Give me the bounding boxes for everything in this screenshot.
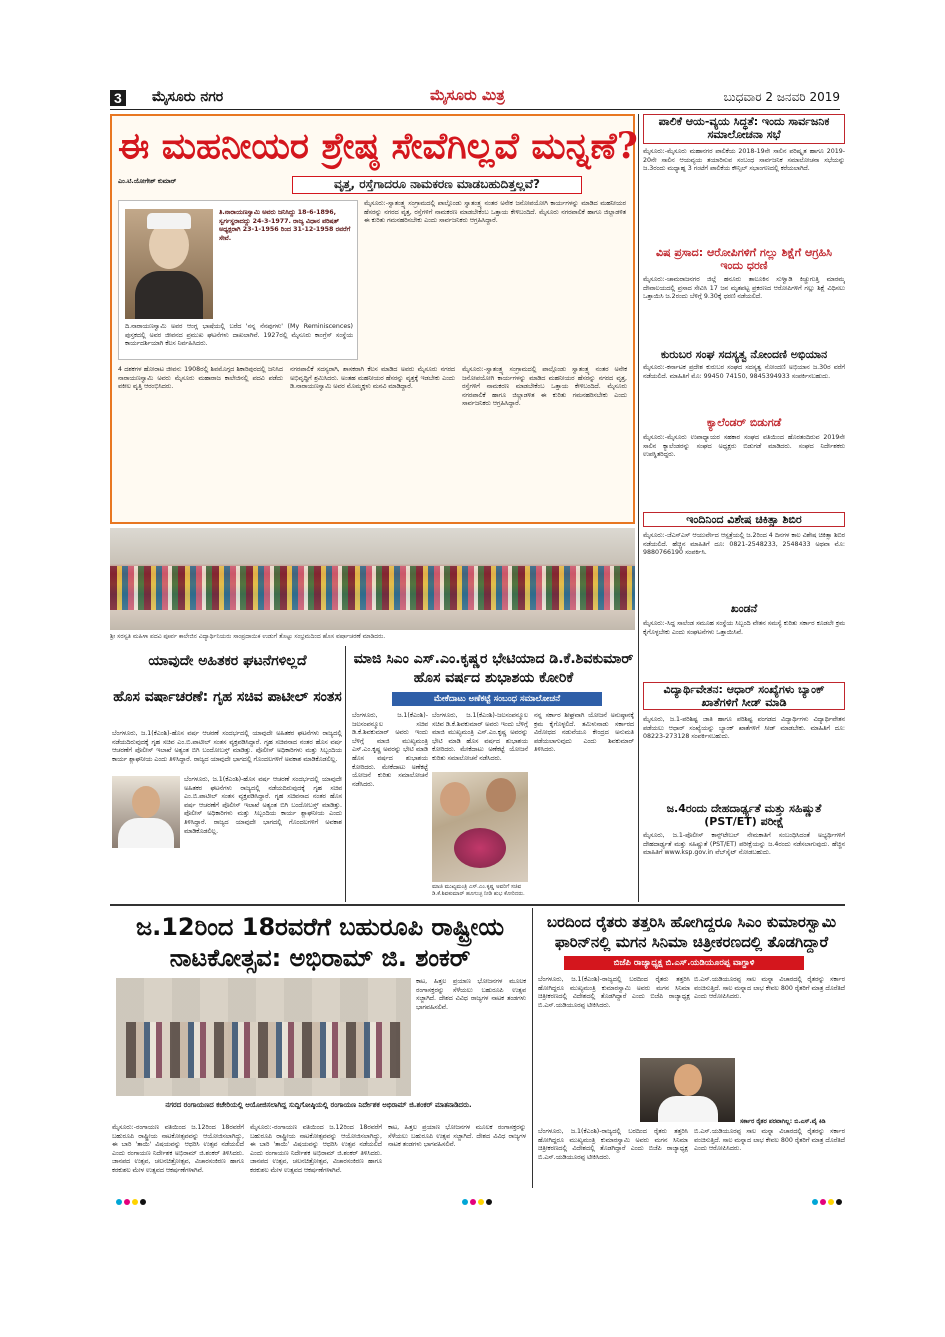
lead-body-1-cont: ಮೈಸೂರು:-ಸ್ವಾತಂತ್ರ್ಯ ಸಂಗ್ರಾಮದಲ್ಲಿ ಪಾಲ್ಗೊಂಡು ಸ್ವಾತಂತ್ರ್ಯ ನಂತರ ಅನೇಕ ಜನೋಪಯೋಗಿ ಕಾರ್ಯಗಳನ್ನು ಮಾಡಿದ ಮಹನೀಯರ ಹೆಸರನ್ನು ನಗರದ ವೃತ್ತ, ರಸ್ತೆಗಳಿಗೆ ನಾಮಕರಣ ಮಾಡಬೇಕೆಂಬ ಒತ್ತಾಯ ಕೇಳಿಬಂದಿದೆ. ಮೈಸೂರು ನಗರಪಾಲಿಕೆ ಹಾಗೂ ಜಿಲ್ಲಾಡಳಿತ ಈ ಕುರಿತು ಗಮನಹರಿಸಬೇಕು ಎಂದು ಸಾರ್ವಜನಿಕರು ಆಗ್ರಹಿಸಿದ್ದಾರೆ.: [462, 366, 627, 408]
yellow-dot: [828, 1199, 834, 1205]
brief-7-body: ಮೈಸೂರು, ಜ.1-ಪರಿಶಿಷ್ಟ ಜಾತಿ ಹಾಗೂ ಪರಿಶಿಷ್ಟ ಪಂಗಡದ ವಿದ್ಯಾರ್ಥಿಗಳು ವಿದ್ಯಾರ್ಥಿವೇತನ ಪಡೆಯಲು ಆಧಾರ್ ಸಂಖ್ಯೆಯನ್ನು ಬ್ಯಾಂಕ್ ಖಾತೆಗಳಿಗೆ ಸೀಡ್ ಮಾಡಬೇಕು. ಮಾಹಿತಿಗೆ ದೂ: 08223-273128 ಸಂಪರ್ಕಿಸಬಹುದು.: [643, 716, 845, 741]
group-photo-caption: ಶ್ರೀ ಸರಸ್ವತಿ ಮಹಿಳಾ ಪದವಿ ಪೂರ್ವ ಕಾಲೇಜಿನ ವಿದ್ಯಾರ್ಥಿನಿಯರು ಸಾಂಪ್ರದಾಯಿಕ ಉಡುಗೆ ತೊಟ್ಟು ಸಂಭ್ರಮದಿಂದ ಹೊಸ ವರ್ಷಾಚರಣೆ ಮಾಡಿದರು.: [110, 633, 386, 640]
page-header: [110, 88, 840, 110]
portrait-details: ತಿ.ನಾರಾಯಣಸ್ವಾಮಿ ಅವರು ಜನಿಸಿದ್ದು 18-6-1896, ಸ್ವರ್ಗಸ್ಥರಾದದ್ದು 24-3-1977. ರಾಜ್ಯ ವಿಧಾನ ಪರಿಷತ್ ಅಧ್ಯಕ್ಷರಾಗಿ 23-1-1956 ರಿಂದ 31-12-1958 ರವರೆಗೆ ಸೇವೆ.: [219, 209, 351, 242]
bsy-photo-caption: ಸರ್ಕಾರ ರೈತರ ಪರವಾಗಿಲ್ಲ: ಬಿ.ಎಸ್.ವೈ ಕಿಡಿ: [740, 1118, 826, 1125]
registration-dots: [812, 1190, 844, 1196]
press-meet-photo: [116, 978, 411, 1096]
portrait-box: [118, 200, 358, 360]
lead-subheadline: ವೃತ್ತ, ರಸ್ತೆಗಾದರೂ ನಾಮಕರಣ ಮಾಡಬಹುದಿತ್ತಲ್ಲವೆ?: [292, 176, 582, 194]
magenta-dot: [124, 1199, 130, 1205]
brief-6-body: ಮೈಸೂರು:-ಸಿದ್ದ ಸಾಲೆಂಡ ಸಮೂಹ ಸಂಸ್ಥೆಯ ಸಿಬ್ಬಂದಿ ವೇತನ ಸಮಸ್ಯೆ ಕುರಿತು ಸರ್ಕಾರ ಕೂಡಲೇ ಕ್ರಮ ಕೈಗೊಳ್ಳಬೇಕು ಎಂದು ಸಂಘಟನೆಗಳು ಒತ್ತಾಯಿಸಿವೆ.: [643, 620, 845, 636]
brief-1-headline: ಪಾಲಿಕೆ ಆಯ-ವ್ಯಯ ಸಿದ್ಧತೆ: ಇಂದು ಸಾರ್ವಜನಿಕ ಸಮಾಲೋಚನಾ ಸಭೆ: [643, 114, 845, 144]
dks-body-2: ನನ್ನ ಸರ್ಕಾರ ಶೀಘ್ರವಾಗಿ ಯೋಜನೆ ಅನುಷ್ಠಾನಕ್ಕೆ ಕ್ರಮ ಕೈಗೊಳ್ಳಲಿದೆ. ತಮಿಳುನಾಡು ಸರ್ಕಾರದ ವಿರೋಧದ ನಡುವೆಯೂ ಕೇಂದ್ರದ ಅನುಮತಿ ಪಡೆಯಲಾಗುವುದು ಎಂದು ಶಿವಕುಮಾರ್ ತಿಳಿಸಿದರು.: [534, 712, 634, 754]
black-dot: [140, 1199, 146, 1205]
dks-subheadline: ಮೇಕೆದಾಟು ಅಣೆಕಟ್ಟೆ ಸಂಬಂಧ ಸಮಾಲೋಚನೆ: [392, 692, 602, 706]
home-minister-body: ಬೆಂಗಳೂರು, ಜ.1(ಕೆಎಂಶಿ)-ಹೊಸ ವರ್ಷ ಆಚರಣೆ ಸಂದರ್ಭದಲ್ಲಿ ಯಾವುದೇ ಅಹಿತಕರ ಘಟನೆಗಳು ರಾಜ್ಯದಲ್ಲಿ ನಡೆಯದಿರುವುದಕ್ಕೆ ಗೃಹ ಸಚಿವ ಎಂ.ಬಿ.ಪಾಟೀಲ್ ಸಂತಸ ವ್ಯಕ್ತಪಡಿಸಿದ್ದಾರೆ. ಗೃಹ ಸಚಿವನಾದ ನಂತರ ಹೊಸ ವರ್ಷ ಆಚರಣೆಗೆ ಪೊಲೀಸ್ ಇಲಾಖೆ ಅತ್ಯಂತ ಬಿಗಿ ಬಂದೋಬಸ್ತ್ ಮಾಡಿತ್ತು. ಪೊಲೀಸ್ ಅಧಿಕಾರಿಗಳು ಮತ್ತು ಸಿಬ್ಬಂದಿಯ ಕಾರ್ಯ ಶ್ಲಾಘನೀಯ ಎಂದು ತಿಳಿಸಿದ್ದಾರೆ. ರಾಜ್ಯದ ಯಾವುದೇ ಭಾಗದಲ್ಲಿ ಗೊಂದಲಗಳಿಗೆ ಅವಕಾಶ ಮಾಡಿಕೊಡಲಿಲ್ಲ.: [112, 730, 342, 763]
column-rule: [532, 908, 533, 1188]
magenta-dot: [820, 1199, 826, 1205]
brief-7-headline: ವಿದ್ಯಾರ್ಥಿವೇತನ: ಆಧಾರ್ ಸಂಖ್ಯೆಗಳು ಬ್ಯಾಂಕ್ ಖಾತೆಗಳಿಗೆ ಸೀಡ್ ಮಾಡಿ: [643, 682, 845, 710]
home-minister-kicker: ಯಾವುದೇ ಅಹಿತಕರ ಘಟನೆಗಳಿಲ್ಲದೆ: [148, 653, 307, 669]
bsy-body-4: ಬಿ.ಎಸ್.ಯಡಿಯೂರಪ್ಪ ಸಾಲ ಮನ್ನಾ ವಿಚಾರದಲ್ಲಿ ರೈತರನ್ನು ಸರ್ಕಾರ ವಂಚಿಸುತ್ತಿದೆ. ಸಾಲ ಮನ್ನಾದ ಲಾಭ ಕೇವಲ 800 ರೈತರಿಗೆ ಮಾತ್ರ ದೊರೆತಿದೆ ಎಂದು ಆರೋಪಿಸಿದರು.: [694, 1128, 845, 1153]
section-divider: [110, 904, 845, 906]
dks-body-1-cont: ಬೆಂಗಳೂರು, ಜ.1(ಕೆಎಂಶಿ)-ಜಲಸಂಪನ್ಮೂಲ ಸಚಿವ ಡಿ.ಕೆ.ಶಿವಕುಮಾರ್ ಅವರು ಇಂದು ಬೆಳಿಗ್ಗೆ ಮಾಜಿ ಮುಖ್ಯಮಂತ್ರಿ ಎಸ್.ಎಂ.ಕೃಷ್ಣ ಅವರನ್ನು ಭೇಟಿ ಮಾಡಿ ಹೊಸ ವರ್ಷದ ಶುಭಾಶಯ ಕೋರಿದರು. ಮೇಕೆದಾಟು ಅಣೆಕಟ್ಟೆ ಯೋಜನೆ ಕುರಿತು ಸಮಾಲೋಚನೆ ನಡೆಸಿದರು.: [432, 712, 528, 762]
brief-2-headline: ವಿಷ ಪ್ರಸಾದ: ಆರೋಪಿಗಳಿಗೆ ಗಲ್ಲು ಶಿಕ್ಷೆಗೆ ಆಗ್ರಹಿಸಿ ಇಂದು ಧರಣಿ: [655, 246, 833, 272]
black-dot: [836, 1199, 842, 1205]
bahuroopi-body-2: ಮೈಸೂರು:-ರಂಗಾಯಣ ವತಿಯಿಂದ ಜ.12ರಿಂದ 18ರವರೆಗೆ ಬಹುರೂಪಿ ರಾಷ್ಟ್ರೀಯ ನಾಟಕೋತ್ಸವವನ್ನು ಆಯೋಜಿಸಲಾಗಿದ್ದು, ಈ ಬಾರಿ 'ತಾಯಿ' ವಿಷಯವನ್ನು ಆಧರಿಸಿ ಉತ್ಸವ ನಡೆಯಲಿದೆ ಎಂದು ರಂಗಾಯಣ ನಿರ್ದೇಶಕ ಅಭಿರಾಮ್ ಜಿ.ಶಂಕರ್ ತಿಳಿಸಿದರು. ಜಾನಪದ ಉತ್ಸವ, ಚಲನಚಿತ್ರೋತ್ಸವ, ವಿಚಾರಸಂಕಿರಣ ಹಾಗೂ ಕರಕುಶಲ ಮೇಳ ಉತ್ಸವದ ಆಕರ್ಷಣೆಗಳಾಗಿವೆ.: [250, 1124, 382, 1174]
magenta-dot: [470, 1199, 476, 1205]
brief-2-body: ಮೈಸೂರು:-ಚಾಮರಾಜನಗರ ಜಿಲ್ಲೆ ಹನೂರು ತಾಲೂಕಿನ ಸುಳ್ವಾಡಿ ಕಿಚ್ಚುಗುತ್ತಿ ಮಾರಮ್ಮ ದೇವಾಲಯದಲ್ಲಿ ಪ್ರಸಾದ ಸೇವಿಸಿ 17 ಜನ ಮೃತಪಟ್ಟ ಪ್ರಕರಣದ ಆರೋಪಿಗಳಿಗೆ ಗಲ್ಲು ಶಿಕ್ಷೆ ವಿಧಿಸಲು ಒತ್ತಾಯಿಸಿ ಜ.2ರಂದು ಬೆಳಿಗ್ಗೆ 9.30ಕ್ಕೆ ಧರಣಿ ನಡೆಯಲಿದೆ.: [643, 276, 845, 301]
bsy-body-1: ಬೆಂಗಳೂರು, ಜ.1(ಕೆಎಂಶಿ)-ರಾಜ್ಯದಲ್ಲಿ ಬರದಿಂದ ರೈತರು ತತ್ತರಿಸಿ ಹೋಗಿದ್ದರೂ ಮುಖ್ಯಮಂತ್ರಿ ಕುಮಾರಸ್ವಾಮಿ ಅವರು ಮಗನ ಸಿನಿಮಾ ಚಿತ್ರೀಕರಣದಲ್ಲಿ ವಿದೇಶದಲ್ಲಿ ತೊಡಗಿದ್ದಾರೆ ಎಂದು ಬಿಜೆಪಿ ರಾಜ್ಯಾಧ್ಯಕ್ಷ ಬಿ.ಎಸ್.ಯಡಿಯೂರಪ್ಪ ಟೀಕಿಸಿದರು.: [538, 976, 690, 1009]
yeddyurappa-photo: [640, 1058, 735, 1122]
lead-body-2: ದಿ.ನಾರಾಯಣಸ್ವಾಮಿ ಅವರ ಆಂಗ್ಲ ಭಾಷೆಯಲ್ಲಿ ಬರೆದ 'ನನ್ನ ನೆನಪುಗಳು' (My Reminiscences) ಪುಸ್ತಕದಲ್ಲಿ ಅವರ ಜೀವನದ ಪ್ರಮುಖ ಘಟನೆಗಳು ದಾಖಲಾಗಿವೆ. 1927ರಲ್ಲಿ ಮೈಸೂರು ಕಾಂಗ್ರೆಸ್ ಸಂಸ್ಥೆಯ ಕಾರ್ಯದರ್ಶಿಯಾಗಿ ಕೆಲಸ ನಿರ್ವಹಿಸಿದರು.: [125, 323, 353, 348]
bahuroopi-body-1: ಮೈಸೂರು:-ರಂಗಾಯಣ ವತಿಯಿಂದ ಜ.12ರಿಂದ 18ರವರೆಗೆ ಬಹುರೂಪಿ ರಾಷ್ಟ್ರೀಯ ನಾಟಕೋತ್ಸವವನ್ನು ಆಯೋಜಿಸಲಾಗಿದ್ದು, ಈ ಬಾರಿ 'ತಾಯಿ' ವಿಷಯವನ್ನು ಆಧರಿಸಿ ಉತ್ಸವ ನಡೆಯಲಿದೆ ಎಂದು ರಂಗಾಯಣ ನಿರ್ದೇಶಕ ಅಭಿರಾಮ್ ಜಿ.ಶಂಕರ್ ತಿಳಿಸಿದರು. ಜಾನಪದ ಉತ್ಸವ, ಚಲನಚಿತ್ರೋತ್ಸವ, ವಿಚಾರಸಂಕಿರಣ ಹಾಗೂ ಕರಕುಶಲ ಮೇಳ ಉತ್ಸವದ ಆಕರ್ಷಣೆಗಳಾಗಿವೆ.: [112, 1124, 244, 1174]
registration-dots: [116, 1190, 148, 1196]
lead-headline: ಈ ಮಹನೀಯರ ಶ್ರೇಷ್ಠ ಸೇವೆಗಿಲ್ಲವೆ ಮನ್ನಣೆ?: [118, 125, 638, 167]
page-number: 3: [110, 90, 126, 106]
lead-body-4: ನಗರಪಾಲಿಕೆ ಸದಸ್ಯರಾಗಿ, ಶಾಸಕರಾಗಿ ಕೆಲಸ ಮಾಡಿದ ಅವರು ಮೈಸೂರು ನಗರದ ಅಭಿವೃದ್ಧಿಗೆ ಶ್ರಮಿಸಿದರು. ಅಂತಹ ಮಹನೀಯರ ಹೆಸರನ್ನು ವೃತ್ತಕ್ಕೆ ಇಡಬೇಕು ಎಂದು ಡಿ.ನಾರಾಯಣಸ್ವಾಮಿ ಅವರ ಮೊಮ್ಮಕ್ಕಳು ಮನವಿ ಮಾಡಿದ್ದಾರೆ.: [290, 366, 455, 391]
brief-8-body: ಮೈಸೂರು, ಜ.1-ಪೊಲೀಸ್ ಕಾನ್ಸ್‌ಟೇಬಲ್ ನೇಮಕಾತಿಗೆ ಸಂಬಂಧಿಸಿದಂತೆ ಅಭ್ಯರ್ಥಿಗಳಿಗೆ ದೇಹದಾರ್ಢ್ಯತೆ ಮತ್ತು ಸಹಿಷ್ಣುತೆ (PST/ET) ಪರೀಕ್ಷೆಯನ್ನು ಜ.4ರಂದು ನಡೆಸಲಾಗುವುದು. ಹೆಚ್ಚಿನ ಮಾಹಿತಿಗೆ www.ksp.gov.in ವೆಬ್‌ಸೈಟ್ ನೋಡಬಹುದು.: [643, 832, 845, 857]
bsy-body-3: ಬೆಂಗಳೂರು, ಜ.1(ಕೆಎಂಶಿ)-ರಾಜ್ಯದಲ್ಲಿ ಬರದಿಂದ ರೈತರು ತತ್ತರಿಸಿ ಹೋಗಿದ್ದರೂ ಮುಖ್ಯಮಂತ್ರಿ ಕುಮಾರಸ್ವಾಮಿ ಅವರು ಮಗನ ಸಿನಿಮಾ ಚಿತ್ರೀಕರಣದಲ್ಲಿ ವಿದೇಶದಲ್ಲಿ ತೊಡಗಿದ್ದಾರೆ ಎಂದು ಬಿಜೆಪಿ ರಾಜ್ಯಾಧ್ಯಕ್ಷ ಬಿ.ಎಸ್.ಯಡಿಯೂರಪ್ಪ ಟೀಕಿಸಿದರು.: [538, 1128, 688, 1161]
masthead: ಮೈಸೂರು ಮಿತ್ರ: [430, 86, 505, 104]
bahuroopi-headline: ಜ.12ರಿಂದ 18ರವರೆಗೆ ಬಹುರೂಪಿ ರಾಷ್ಟ್ರೀಯ ನಾಟಕೋತ್ಸವ: ಅಭಿರಾಮ್ ಜಿ. ಶಂಕರ್: [135, 913, 505, 972]
portrait-photo: [125, 209, 213, 319]
lead-story: [110, 114, 638, 524]
brief-4-headline: ಕ್ಯಾಲೆಂಡರ್ ಬಿಡುಗಡೆ: [706, 416, 782, 429]
yellow-dot: [132, 1199, 138, 1205]
black-dot: [486, 1199, 492, 1205]
press-meet-caption: ನಗರದ ರಂಗಾಯಣದ ಕಚೇರಿಯಲ್ಲಿ ಆಯೋಜಿಸಲಾಗಿದ್ದ ಸುದ್ದಿಗೋಷ್ಠಿಯಲ್ಲಿ ರಂಗಾಯಣ ನಿರ್ದೇಶಕ ಅಭಿರಾಮ್ ಜಿ.ಶಂಕರ್ ಮಾತನಾಡಿದರು.: [165, 1101, 472, 1109]
dks-body-1: ಬೆಂಗಳೂರು, ಜ.1(ಕೆಎಂಶಿ)-ಜಲಸಂಪನ್ಮೂಲ ಸಚಿವ ಡಿ.ಕೆ.ಶಿವಕುಮಾರ್ ಅವರು ಇಂದು ಬೆಳಿಗ್ಗೆ ಮಾಜಿ ಮುಖ್ಯಮಂತ್ರಿ ಎಸ್.ಎಂ.ಕೃಷ್ಣ ಅವರನ್ನು ಭೇಟಿ ಮಾಡಿ ಹೊಸ ವರ್ಷದ ಶುಭಾಶಯ ಕೋರಿದರು. ಮೇಕೆದಾಟು ಅಣೆಕಟ್ಟೆ ಯೋಜನೆ ಕುರಿತು ಸಮಾಲೋಚನೆ ನಡೆಸಿದರು.: [352, 712, 428, 788]
bahuroopi-body-right: ಕಾಟ, ಹಿತ್ತಲ ಪ್ರಯಾಣ ಭೋಜನಗಳ ಮೂಲಕ ರಂಗಾಸಕ್ತರನ್ನು ಸೆಳೆಯಲು ಬಹುರೂಪಿ ಉತ್ಸವ ಸಜ್ಜಾಗಿದೆ. ದೇಶದ ವಿವಿಧ ರಾಜ್ಯಗಳ ನಾಟಕ ತಂಡಗಳು ಭಾಗವಹಿಸಲಿವೆ.: [416, 978, 526, 1011]
column-rule: [345, 646, 346, 902]
registration-dots: [462, 1190, 494, 1196]
brief-8-headline: ಜ.4ರಂದು ದೇಹದಾರ್ಢ್ಯತೆ ಮತ್ತು ಸಹಿಷ್ಣುತೆ (PST/ET) ಪರೀಕ್ಷೆ: [666, 802, 822, 828]
cyan-dot: [812, 1199, 818, 1205]
dks-photo-caption: ಮಾಜಿ ಮುಖ್ಯಮಂತ್ರಿ ಎಸ್.ಎಂ.ಕೃಷ್ಣ ಅವರಿಗೆ ಸಚಿವ ಡಿ.ಕೆ.ಶಿವಕುಮಾರ್ ಹೂಗುಚ್ಛ ನೀಡಿ ಶುಭ ಕೋರಿದರು.: [432, 884, 525, 897]
dks-krishna-photo: [432, 772, 528, 882]
dks-headline: ಮಾಜಿ ಸಿಎಂ ಎಸ್.ಎಂ.ಕೃಷ್ಣರ ಭೇಟಿಯಾದ ಡಿ.ಕೆ.ಶಿವಕುಮಾರ್ ಹೊಸ ವರ್ಷದ ಶುಭಾಶಯ ಕೋರಿಕೆ: [353, 651, 634, 686]
students-group-photo: [110, 528, 635, 630]
issue-date: ಬುಧವಾರ 2 ಜನವರಿ 2019: [723, 90, 840, 104]
bsy-body-2: ಬಿ.ಎಸ್.ಯಡಿಯೂರಪ್ಪ ಸಾಲ ಮನ್ನಾ ವಿಚಾರದಲ್ಲಿ ರೈತರನ್ನು ಸರ್ಕಾರ ವಂಚಿಸುತ್ತಿದೆ. ಸಾಲ ಮನ್ನಾದ ಲಾಭ ಕೇವಲ 800 ರೈತರಿಗೆ ಮಾತ್ರ ದೊರೆತಿದೆ ಎಂದು ಆರೋಪಿಸಿದರು.: [694, 976, 845, 1001]
brief-4-body: ಮೈಸೂರು:-ಮೈಸೂರು ಉಪಾಧ್ಯಾಯರ ಸಹಕಾರ ಸಂಘದ ವತಿಯಿಂದ ಹೊರತಂದಿರುವ 2019ನೇ ಸಾಲಿನ ಕ್ಯಾಲೆಂಡರನ್ನು ಸಂಘದ ಅಧ್ಯಕ್ಷರು ಬಿಡುಗಡೆ ಮಾಡಿದರು. ಸಂಘದ ನಿರ್ದೇಶಕರು ಉಪಸ್ಥಿತರಿದ್ದರು.: [643, 434, 845, 459]
cyan-dot: [462, 1199, 468, 1205]
bsy-subheadline: ಬಿಜೆಪಿ ರಾಜ್ಯಾಧ್ಯಕ್ಷ ಬಿ.ಎಸ್.ಯಡಿಯೂರಪ್ಪ ವಾಗ್ದಾಳಿ: [564, 956, 804, 970]
lead-byline: ಎಂ.ಟಿ.ಯೋಗೇಶ್ ಕುಮಾರ್: [118, 178, 177, 185]
home-minister-headline: ಹೊಸ ವರ್ಷಾಚರಣೆ: ಗೃಹ ಸಚಿವ ಪಾಟೀಲ್ ಸಂತಸ: [113, 689, 342, 705]
home-minister-body-cont: ಬೆಂಗಳೂರು, ಜ.1(ಕೆಎಂಶಿ)-ಹೊಸ ವರ್ಷ ಆಚರಣೆ ಸಂದರ್ಭದಲ್ಲಿ ಯಾವುದೇ ಅಹಿತಕರ ಘಟನೆಗಳು ರಾಜ್ಯದಲ್ಲಿ ನಡೆಯದಿರುವುದಕ್ಕೆ ಗೃಹ ಸಚಿವ ಎಂ.ಬಿ.ಪಾಟೀಲ್ ಸಂತಸ ವ್ಯಕ್ತಪಡಿಸಿದ್ದಾರೆ. ಗೃಹ ಸಚಿವನಾದ ನಂತರ ಹೊಸ ವರ್ಷ ಆಚರಣೆಗೆ ಪೊಲೀಸ್ ಇಲಾಖೆ ಅತ್ಯಂತ ಬಿಗಿ ಬಂದೋಬಸ್ತ್ ಮಾಡಿತ್ತು. ಪೊಲೀಸ್ ಅಧಿಕಾರಿಗಳು ಮತ್ತು ಸಿಬ್ಬಂದಿಯ ಕಾರ್ಯ ಶ್ಲಾಘನೀಯ ಎಂದು ತಿಳಿಸಿದ್ದಾರೆ. ರಾಜ್ಯದ ಯಾವುದೇ ಭಾಗದಲ್ಲಿ ಗೊಂದಲಗಳಿಗೆ ಅವಕಾಶ ಮಾಡಿಕೊಡಲಿಲ್ಲ.: [184, 776, 342, 835]
brief-5-body: ಮೈಸೂರು:-ಜೆಎಸ್‌ಎಸ್ ಆಯುರ್ವೇದ ಆಸ್ಪತ್ರೆಯಲ್ಲಿ ಜ.2ರಿಂದ 4 ದಿನಗಳ ಕಾಲ ವಿಶೇಷ ಚಿಕಿತ್ಸಾ ಶಿಬಿರ ನಡೆಯಲಿದೆ. ಹೆಚ್ಚಿನ ಮಾಹಿತಿಗೆ ದೂ: 0821-2548233, 2548433 ಅಥವಾ ಮೊ: 9880766190 ಸಂಪರ್ಕಿಸಿ.: [643, 532, 845, 557]
section-name: ಮೈಸೂರು ನಗರ: [152, 89, 224, 105]
lead-body-3: 4 ದಶಕಗಳ ಹೋರಾಟ ಜೀವನ: 1908ರಲ್ಲಿ ಶಿವಮೊಗ್ಗದ ಶಿಕಾರಿಪುರದಲ್ಲಿ ಜನಿಸಿದ ನಾರಾಯಣಸ್ವಾಮಿ ಅವರು ಮೈಸೂರು ಮಹಾರಾಜ ಕಾಲೇಜಿನಲ್ಲಿ ಪದವಿ ಪಡೆದು ವಕೀಲ ವೃತ್ತಿ ಆರಂಭಿಸಿದರು.: [118, 366, 283, 391]
lead-body-1: ಮೈಸೂರು:-ಸ್ವಾತಂತ್ರ್ಯ ಸಂಗ್ರಾಮದಲ್ಲಿ ಪಾಲ್ಗೊಂಡು ಸ್ವಾತಂತ್ರ್ಯ ನಂತರ ಅನೇಕ ಜನೋಪಯೋಗಿ ಕಾರ್ಯಗಳನ್ನು ಮಾಡಿದ ಮಹನೀಯರ ಹೆಸರನ್ನು ನಗರದ ವೃತ್ತ, ರಸ್ತೆಗಳಿಗೆ ನಾಮಕರಣ ಮಾಡಬೇಕೆಂಬ ಒತ್ತಾಯ ಕೇಳಿಬಂದಿದೆ. ಮೈಸೂರು ನಗರಪಾಲಿಕೆ ಹಾಗೂ ಜಿಲ್ಲಾಡಳಿತ ಈ ಕುರಿತು ಗಮನಹರಿಸಬೇಕು ಎಂದು ಸಾರ್ವಜನಿಕರು ಆಗ್ರಹಿಸಿದ್ದಾರೆ.: [364, 200, 626, 225]
bsy-headline: ಬರದಿಂದ ರೈತರು ತತ್ತರಿಸಿ ಹೋಗಿದ್ದರೂ ಸಿಎಂ ಕುಮಾರಸ್ವಾಮಿ ಫಾರಿನ್‌ನಲ್ಲಿ ಮಗನ ಸಿನಿಮಾ ಚಿತ್ರೀಕರಣದಲ್ಲಿ ತೊಡಗಿದ್ದಾರೆ: [546, 913, 837, 951]
bahuroopi-body-3: ಕಾಟ, ಹಿತ್ತಲ ಪ್ರಯಾಣ ಭೋಜನಗಳ ಮೂಲಕ ರಂಗಾಸಕ್ತರನ್ನು ಸೆಳೆಯಲು ಬಹುರೂಪಿ ಉತ್ಸವ ಸಜ್ಜಾಗಿದೆ. ದೇಶದ ವಿವಿಧ ರಾಜ್ಯಗಳ ನಾಟಕ ತಂಡಗಳು ಭಾಗವಹಿಸಲಿವೆ.: [388, 1124, 526, 1149]
brief-6-headline: ಖಂಡನೆ: [730, 602, 758, 615]
yellow-dot: [478, 1199, 484, 1205]
briefs-column: [643, 114, 845, 874]
brief-1-body: ಮೈಸೂರು:-ಮೈಸೂರು ಮಹಾನಗರ ಪಾಲಿಕೆಯ 2018-19ನೇ ಸಾಲಿನ ಪರಿಷ್ಕೃತ ಹಾಗೂ 2019-20ನೇ ಸಾಲಿನ ಆಯವ್ಯಯ ತಯಾರಿಸುವ ಸಂಬಂಧ ಸಾರ್ವಜನಿಕ ಸಮಾಲೋಚನಾ ಸಭೆಯನ್ನು ಜ.3ರಂದು ಮಧ್ಯಾಹ್ನ 3 ಗಂಟೆಗೆ ಪಾಲಿಕೆಯ ಕೌನ್ಸಿಲ್ ಸಭಾಂಗಣದಲ್ಲಿ ಕರೆಯಲಾಗಿದೆ.: [643, 148, 845, 173]
column-rule: [638, 114, 639, 902]
cyan-dot: [116, 1199, 122, 1205]
brief-5-headline: ಇಂದಿನಿಂದ ವಿಶೇಷ ಚಿಕಿತ್ಸಾ ಶಿಬಿರ: [643, 512, 845, 527]
minister-photo: [112, 776, 180, 848]
brief-3-body: ಮೈಸೂರು:-ಕರ್ನಾಟಕ ಪ್ರದೇಶ ಕುರುಬರ ಸಂಘದ ಸದಸ್ಯತ್ವ ನೋಂದಣಿ ಅಭಿಯಾನ ಜ.30ರ ವರೆಗೆ ನಡೆಯಲಿದೆ. ಮಾಹಿತಿಗೆ ಮೊ: 99450 74150, 9845394933 ಸಂಪರ್ಕಿಸಬಹುದು.: [643, 364, 845, 380]
brief-3-headline: ಕುರುಬರ ಸಂಘ ಸದಸ್ಯತ್ವ ನೋಂದಣಿ ಅಭಿಯಾನ: [660, 348, 828, 361]
